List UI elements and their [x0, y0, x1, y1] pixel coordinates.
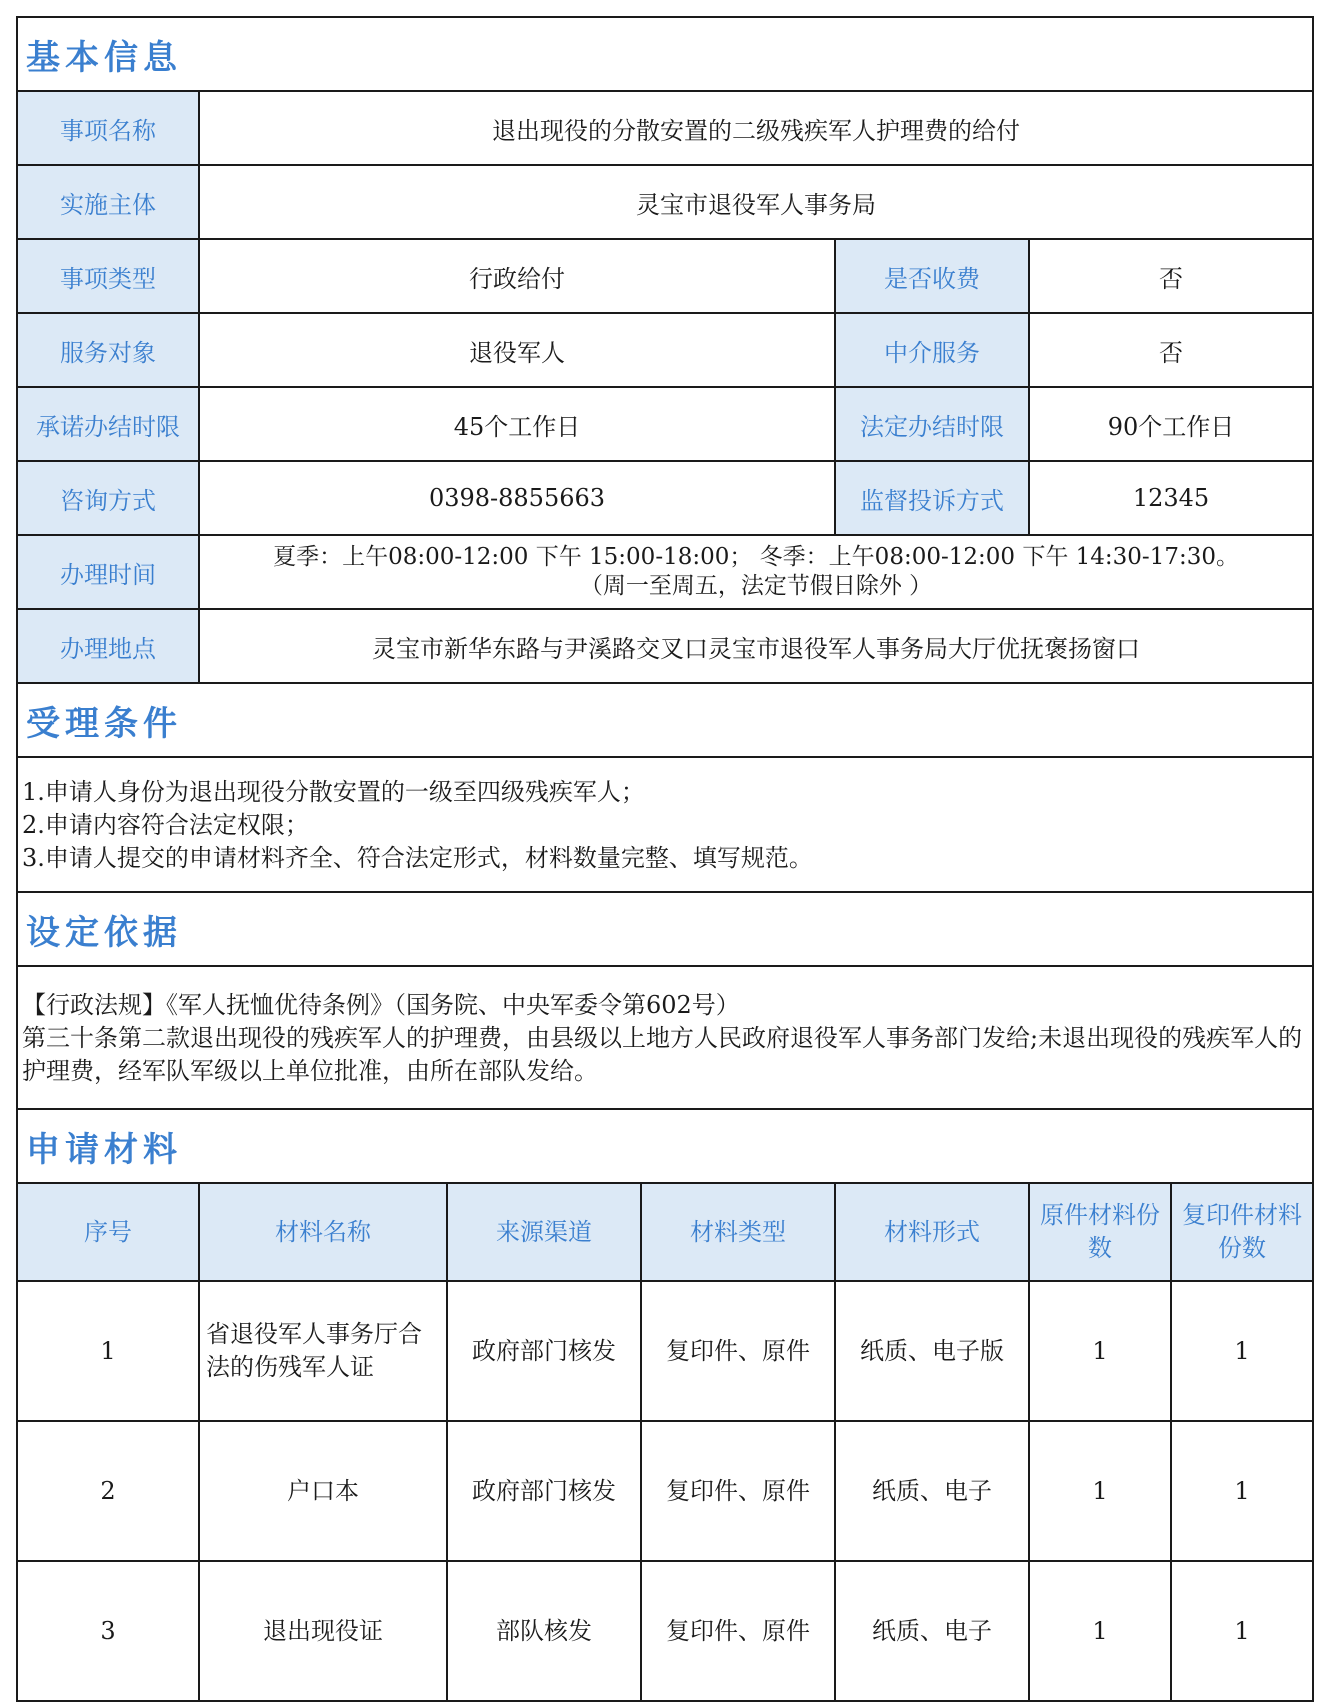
- section-title-conditions: 受理条件: [26, 703, 182, 744]
- cell-source: 政府部门核发: [447, 1281, 641, 1421]
- cell-name: 退出现役证: [199, 1561, 447, 1701]
- label-promise-time: 承诺办结时限: [17, 387, 199, 461]
- label-subject: 实施主体: [17, 165, 199, 239]
- value-complaint: 12345: [1029, 461, 1313, 535]
- basis-line-2: 第三十条第二款退出现役的残疾军人的护理费，由县级以上地方人民政府退役军人事务部门发给;未退出现役的残疾军人的护理费，经军队军级以上单位批准，由所在部队发给。: [22, 1024, 1303, 1085]
- section-header-basis: [17, 892, 1313, 966]
- value-fee: 否: [1029, 239, 1313, 313]
- value-target: 退役军人: [199, 313, 835, 387]
- col-header-source: 来源渠道: [447, 1183, 641, 1281]
- basis-line-1: 【行政法规】《军人抚恤优待条例》（国务院、中央军委令第602号）: [22, 991, 740, 1019]
- row-subject: [17, 165, 1313, 239]
- value-address: 灵宝市新华东路与尹溪路交叉口灵宝市退役军人事务局大厅优抚褒扬窗口: [199, 609, 1313, 683]
- service-guide-table: [16, 16, 1314, 1702]
- cell-name: 户口本: [199, 1421, 447, 1561]
- cell-original-count: 1: [1029, 1561, 1171, 1701]
- value-agency: 否: [1029, 313, 1313, 387]
- hours-line-1: 夏季：上午08:00-12:00 下午 15:00-18:00； 冬季：上午08:00-12:00 下午 14:30-17:30。: [273, 544, 1239, 570]
- row-time-limit: [17, 387, 1313, 461]
- section-header-conditions: [17, 683, 1313, 757]
- cell-form: 纸质、电子: [835, 1561, 1029, 1701]
- table-row: [17, 1281, 1313, 1421]
- basis-row: [17, 966, 1313, 1109]
- value-item-type: 行政给付: [199, 239, 835, 313]
- label-consult: 咨询方式: [17, 461, 199, 535]
- row-target: [17, 313, 1313, 387]
- cell-type: 复印件、原件: [641, 1561, 835, 1701]
- cell-original-count: 1: [1029, 1281, 1171, 1421]
- materials-header-row: [17, 1183, 1313, 1281]
- col-header-name: 材料名称: [199, 1183, 447, 1281]
- col-header-seq: 序号: [17, 1183, 199, 1281]
- table-row: [17, 1561, 1313, 1701]
- label-address: 办理地点: [17, 609, 199, 683]
- label-target: 服务对象: [17, 313, 199, 387]
- cell-copy-count: 1: [1171, 1421, 1313, 1561]
- row-address: [17, 609, 1313, 683]
- row-contact: [17, 461, 1313, 535]
- col-header-form: 材料形式: [835, 1183, 1029, 1281]
- value-subject: 灵宝市退役军人事务局: [199, 165, 1313, 239]
- row-item-name: [17, 91, 1313, 165]
- row-item-type: [17, 239, 1313, 313]
- value-legal-time: 90个工作日: [1029, 387, 1313, 461]
- conditions-text: [17, 757, 1313, 892]
- condition-item: 2.申请内容符合法定权限；: [22, 811, 309, 839]
- conditions-row: [17, 757, 1313, 892]
- label-agency: 中介服务: [835, 313, 1029, 387]
- section-header-basic: [17, 17, 1313, 91]
- value-promise-time: 45个工作日: [199, 387, 835, 461]
- label-legal-time: 法定办结时限: [835, 387, 1029, 461]
- basis-text: [17, 966, 1313, 1109]
- cell-seq: 1: [17, 1281, 199, 1421]
- row-hours: [17, 535, 1313, 609]
- cell-copy-count: 1: [1171, 1281, 1313, 1421]
- section-header-materials: [17, 1109, 1313, 1183]
- cell-name: 省退役军人事务厅合法的伤残军人证: [199, 1281, 447, 1421]
- cell-form: 纸质、电子版: [835, 1281, 1029, 1421]
- col-header-copy-count: 复印件材料份数: [1171, 1183, 1313, 1281]
- cell-source: 部队核发: [447, 1561, 641, 1701]
- label-fee: 是否收费: [835, 239, 1029, 313]
- cell-type: 复印件、原件: [641, 1421, 835, 1561]
- table-row: [17, 1421, 1313, 1561]
- cell-original-count: 1: [1029, 1421, 1171, 1561]
- cell-source: 政府部门核发: [447, 1421, 641, 1561]
- cell-seq: 3: [17, 1561, 199, 1701]
- cell-form: 纸质、电子: [835, 1421, 1029, 1561]
- cell-seq: 2: [17, 1421, 199, 1561]
- condition-item: 3.申请人提交的申请材料齐全、符合法定形式，材料数量完整、填写规范。: [22, 844, 813, 872]
- service-guide-sheet: [16, 16, 1312, 1702]
- label-complaint: 监督投诉方式: [835, 461, 1029, 535]
- value-consult: 0398-8855663: [199, 461, 835, 535]
- label-item-type: 事项类型: [17, 239, 199, 313]
- value-hours: [199, 535, 1313, 609]
- value-item-name: 退出现役的分散安置的二级残疾军人护理费的给付: [199, 91, 1313, 165]
- section-title-basic: 基本信息: [26, 37, 182, 78]
- condition-item: 1.申请人身份为退出现役分散安置的一级至四级残疾军人；: [22, 778, 645, 806]
- cell-type: 复印件、原件: [641, 1281, 835, 1421]
- section-title-materials: 申请材料: [26, 1129, 182, 1170]
- label-item-name: 事项名称: [17, 91, 199, 165]
- cell-copy-count: 1: [1171, 1561, 1313, 1701]
- section-title-basis: 设定依据: [26, 912, 182, 953]
- label-hours: 办理时间: [17, 535, 199, 609]
- hours-line-2: （周一至周五，法定节假日除外 ）: [579, 573, 933, 599]
- col-header-original-count: 原件材料份数: [1029, 1183, 1171, 1281]
- col-header-type: 材料类型: [641, 1183, 835, 1281]
